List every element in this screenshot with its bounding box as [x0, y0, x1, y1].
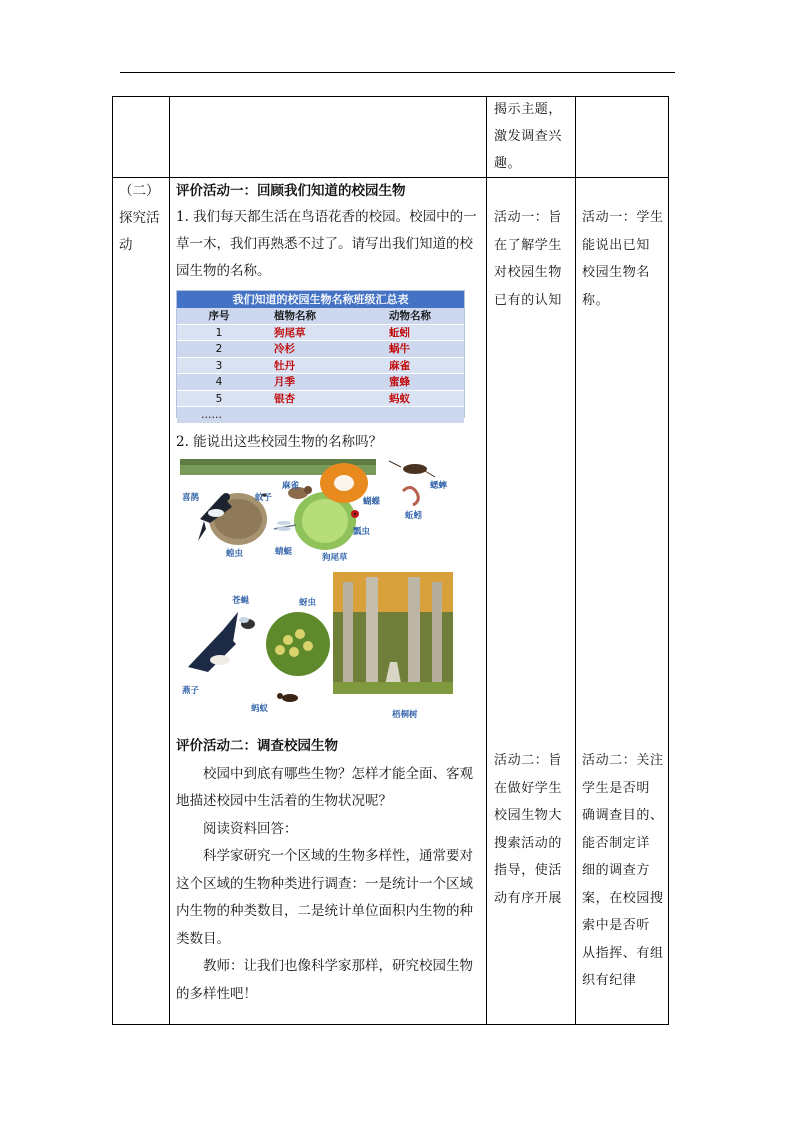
label-plane-tree: 梧桐树	[392, 710, 418, 720]
label-swallow: 燕子	[182, 686, 200, 696]
activity2-evaluation: 活动二：关注 学生是否明 确调查目的、 能否制定详 细的调查方 案，在校园搜 索中是否听 从指挥、有组 织有纪律	[582, 753, 664, 988]
table-row: 3 牡丹 麻雀	[177, 358, 464, 375]
organism-collage-1	[180, 459, 381, 567]
label-fly: 苍蝇	[232, 596, 250, 606]
label-mosquito: 蚊子	[255, 493, 273, 503]
table-row: ……	[177, 407, 464, 424]
activity1-evaluation: 活动一：学生 能说出已知 校园生物名 称。	[582, 210, 664, 308]
table-border-bottom	[112, 1024, 669, 1025]
label-sparrow: 麻雀	[282, 481, 300, 491]
label-magpie: 喜鹊	[182, 493, 200, 503]
activity1-intent: 活动一：旨 在了解学生 对校园生物 已有的认知	[494, 210, 563, 308]
summary-table-body	[177, 308, 464, 424]
activity2-heading: 评价活动二：调查校园生物	[176, 738, 338, 754]
species-summary-table	[176, 290, 465, 421]
row1-intent: 揭示主题， 激发调查兴 趣。	[494, 102, 563, 171]
organism-collage-2	[178, 572, 454, 720]
summary-table-title: 我们知道的校园生物名称班级汇总表	[177, 291, 464, 308]
label-cricket: 蟋蟀	[430, 481, 448, 491]
label-aphid: 蚜虫	[299, 598, 317, 608]
section-label: （二） 探究活 动	[119, 183, 160, 253]
table-row: 2 冷杉 蜗牛	[177, 341, 464, 358]
table-border-top	[112, 96, 669, 97]
activity1-heading: 评价活动一：回顾我们知道的校园生物	[176, 183, 406, 199]
label-earthworm: 蚯蚓	[405, 511, 423, 521]
activity1-content	[176, 179, 481, 285]
activity2-content: 评价活动二：调查校园生物 校园中到底有哪些生物？怎样才能全面、客观 地描述校园中生活着的生物状况呢？ 阅读资料回答： 科学家研究一个区域的生物多样性，通常要对 这个区域的生物种类进行调查：一是统计一个区域 内生物的种类数目，二是统计单位面积内生物的种 类数目。 教师：让我们也像科学家那样，研究校园生物 的多样性吧！	[176, 733, 481, 1008]
label-butterfly: 蝴蝶	[363, 497, 381, 507]
table-row-divider	[112, 177, 669, 178]
organism-collage-1b	[385, 459, 455, 524]
collage2-art	[178, 572, 454, 720]
table-border-left	[112, 96, 113, 1025]
label-ladybug: 瓢虫	[353, 527, 371, 537]
table-row: 1 狗尾草 蚯蚓	[177, 325, 464, 342]
table-row: 4 月季 蜜蜂	[177, 374, 464, 391]
table-row: 5 银杏 蚂蚁	[177, 391, 464, 408]
label-locust: 蝗虫	[226, 549, 244, 559]
activity1-question1: 1. 我们每天都生活在鸟语花香的校园。校园中的一 草一木，我们再熟悉不过了。请写出我们知道的校 园生物的名称。	[176, 209, 477, 279]
table-border-right	[668, 96, 669, 1025]
header-rule	[120, 72, 675, 73]
label-foxtail: 狗尾草	[322, 553, 348, 563]
table-col-divider-3	[575, 96, 576, 1025]
activity2-intent: 活动二：旨 在做好学生 校园生物大 搜索活动的 指导，使活 动有序开展	[494, 753, 563, 906]
activity1-question2: 2. 能说出这些校园生物的名称吗？	[176, 434, 383, 450]
label-ant: 蚂蚁	[251, 704, 269, 714]
label-dragonfly: 蜻蜓	[275, 547, 293, 557]
table-col-divider-2	[486, 96, 487, 1025]
summary-table-header: 序号 植物名称 动物名称	[177, 308, 464, 325]
table-col-divider-1	[169, 96, 170, 1025]
